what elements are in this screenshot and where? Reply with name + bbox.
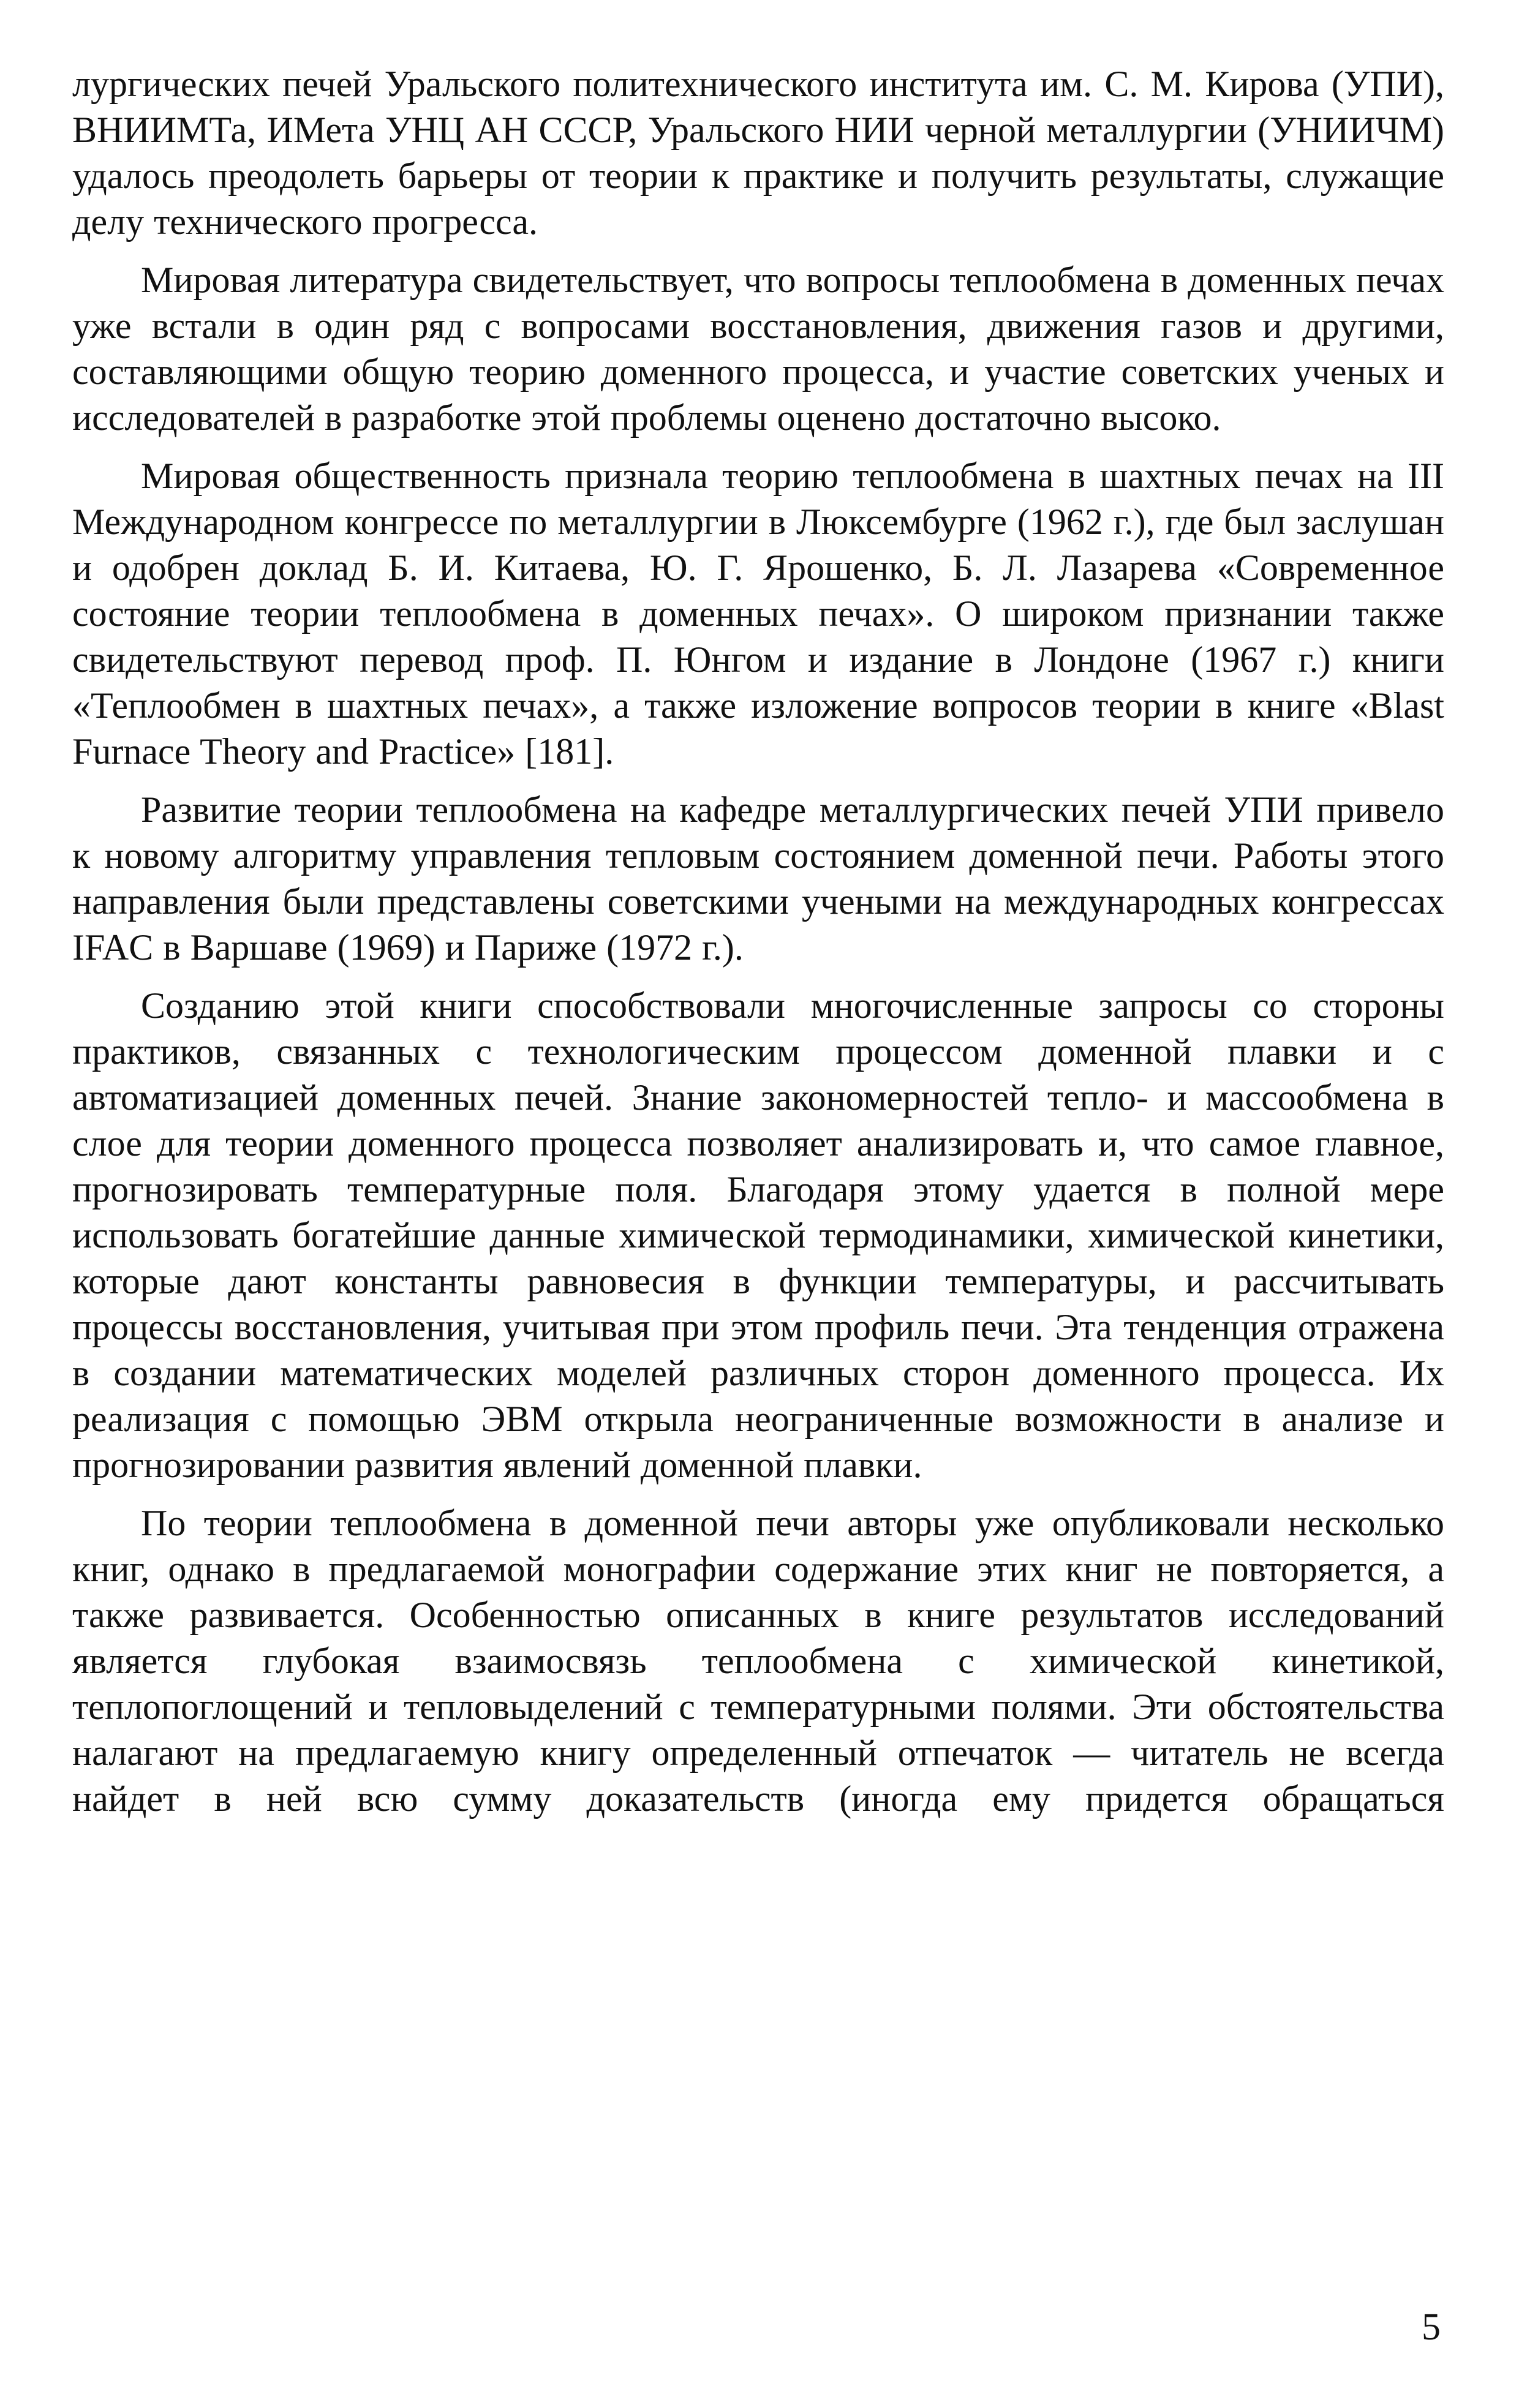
paragraph-gap bbox=[72, 971, 1444, 983]
paragraph-world-recognition: Мировая общественность признала теорию теплообмена в шахтных печах на III Международном конгрессе по металлургии в Люксембурге (1962 г.), где был заслушан и одобрен доклад Б. И. Китаева, Ю. Г. Ярошенко, Б. Л. Лазарева «Современное состояние теории теплообмена в доменных печах». О широком признании также свидетельствуют перевод проф. П. Юнгом и издание в Лондоне (1967 г.) книги «Теплообмен в шахтных печах», а также изложение вопросов теории в книге «Blast Furnace Theory and Practice» [181]. bbox=[72, 456, 1444, 772]
paragraph-gap bbox=[72, 775, 1444, 787]
paragraph-world-literature: Мировая литература свидетельствует, что вопросы теплообмена в доменных печах уже встали в один ряд с вопросами восстановления, движения газов и другими, составляющими общую теорию доменного процесса, и участие советских ученых и исследователей в разработке этой проблемы оценено достаточно высоко. bbox=[72, 260, 1444, 438]
paragraph-continuation: лургических печей Уральского политехнического института им. С. М. Кирова (УПИ), ВНИИМТа, ИМета УНЦ АН СССР, Уральского НИИ черной металлургии (УНИИЧМ) удалось преодолеть барьеры от теории к практике и получить результаты, служащие делу технического прогресса. bbox=[72, 64, 1444, 242]
page-body bbox=[72, 61, 1444, 1822]
paragraph-gap bbox=[72, 441, 1444, 453]
paragraph-gap bbox=[72, 1488, 1444, 1500]
paragraph-gap bbox=[72, 245, 1444, 257]
paragraph-book-creation: Созданию этой книги способствовали многочисленные запросы со стороны практиков, связанных с технологическим процессом доменной плавки и с автоматизацией доменных печей. Знание закономерностей тепло- и массообмена в слое для теории доменного процесса позволяет анализировать и, что самое главное, прогнозировать температурные поля. Благодаря этому удается в полной мере использовать богатейшие данные химической термодинамики, химической кинетики, которые дают константы равновесия в функции температуры, и рассчитывать процессы восстановления, учитывая при этом профиль печи. Эта тенденция отражена в создании математических моделей различных сторон доменного процесса. Их реализация с помощью ЭВМ открыла неограниченные возможности в анализе и прогнозировании развития явлений доменной плавки. bbox=[72, 985, 1444, 1485]
paragraph-theory-development: Развитие теории теплообмена на кафедре металлургических печей УПИ привело к новому алгоритму управления тепловым состоянием доменной печи. Работы этого направления были представлены советскими учеными на международных конгрессах IFAC в Варшаве (1969) и Париже (1972 г.). bbox=[72, 789, 1444, 968]
page-number: 5 bbox=[1422, 2306, 1441, 2348]
paragraph-previous-books: По теории теплообмена в доменной печи авторы уже опубликовали несколько книг, однако в предлагаемой монографии содержание этих книг не повторяется, а также развивается. Особенностью описанных в книге результатов исследований является глубокая взаимосвязь теплообмена с химической кинетикой, теплопоглощений и тепловыделений с температурными полями. Эти обстоятельства налагают на предлагаемую книгу определенный отпечаток — читатель не всегда найдет в ней всю сумму доказательств (иногда ему придется обращаться bbox=[72, 1503, 1444, 1819]
